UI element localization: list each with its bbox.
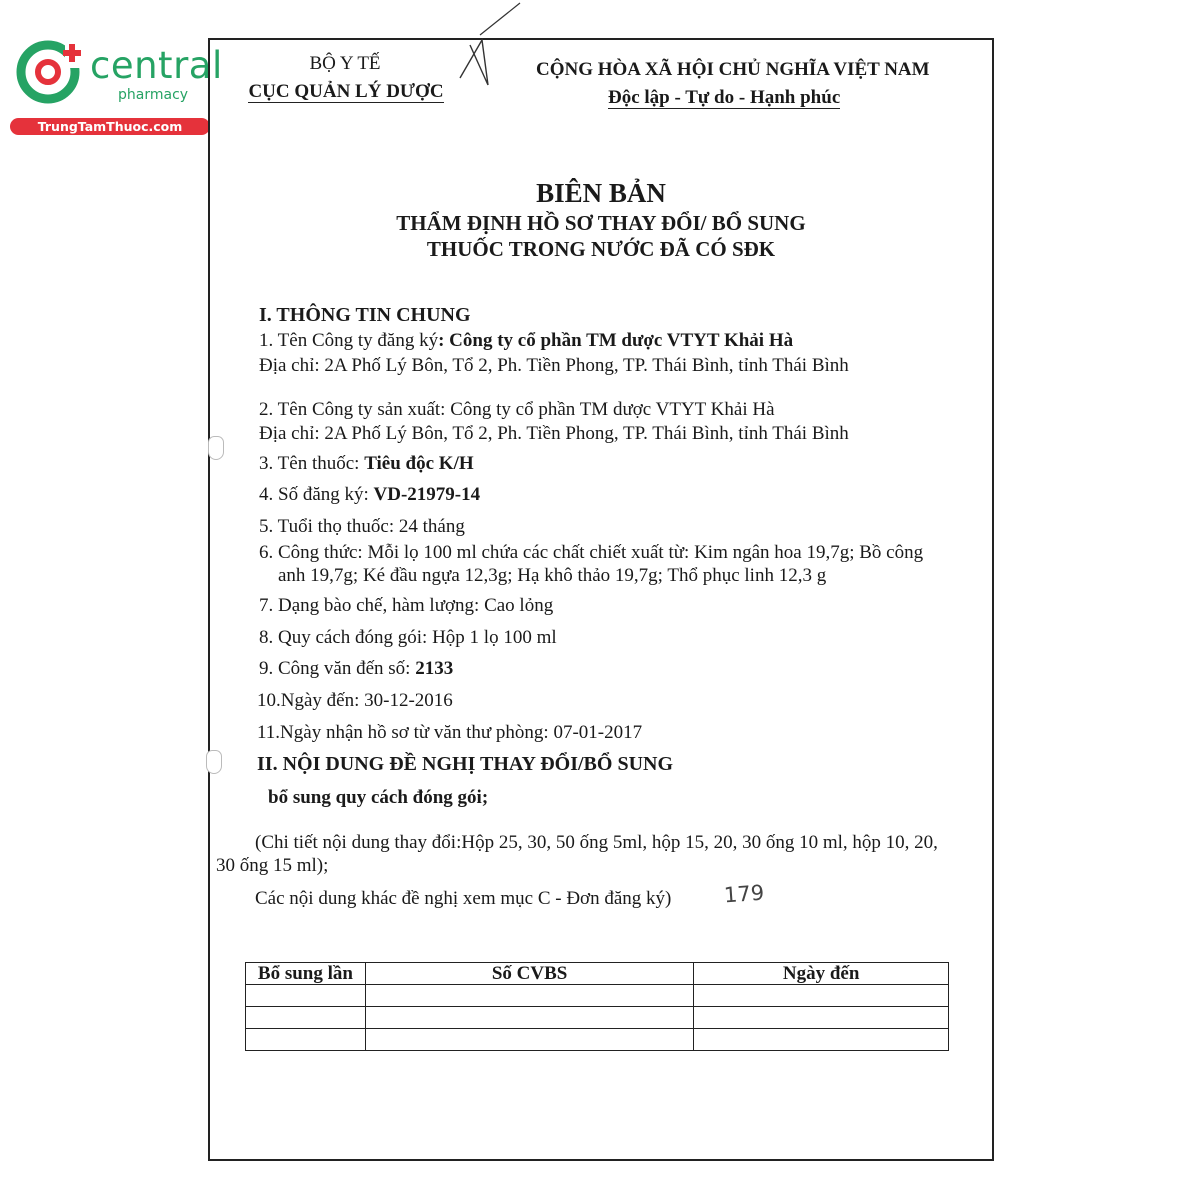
- department-name: [248, 80, 444, 104]
- table-cell: [694, 1029, 949, 1051]
- brand-sub: pharmacy: [118, 87, 189, 103]
- pen-scribble: [440, 0, 530, 95]
- table-cell: [365, 1007, 694, 1029]
- received-date-line: 11.Ngày nhận hồ sơ từ văn thư phòng: 07-01-2017: [257, 722, 643, 743]
- table-cell: [365, 1029, 694, 1051]
- national-motto-text: Độc lập - Tự do - Hạnh phúc: [608, 87, 841, 108]
- department-name-text: CỤC QUẢN LÝ DƯỢC: [248, 81, 444, 102]
- formula-line-2: anh 19,7g; Ké đầu ngựa 12,3g; Hạ khô thảo 19,7g; Thổ phục linh 12,3 g: [278, 565, 827, 586]
- formula-line-1: 6. Công thức: Mỗi lọ 100 ml chứa các chất chiết xuất từ: Kim ngân hoa 19,7g; Bồ công: [259, 542, 924, 563]
- registration-number-line: [259, 483, 480, 507]
- incoming-doc-line: [259, 657, 453, 681]
- other-content-line: Các nội dung khác đề nghị xem mục C - Đơn đăng ký): [255, 888, 672, 909]
- registration-number-value: VD-21979-14: [373, 484, 481, 505]
- brand-name: central: [90, 44, 223, 87]
- registrant-label: 1. Tên Công ty đăng ký: [259, 330, 439, 351]
- table-row: [246, 985, 949, 1007]
- incoming-doc-label: 9. Công văn đến số:: [259, 658, 416, 679]
- table-cell: [246, 985, 366, 1007]
- shelf-life-line: 5. Tuổi thọ thuốc: 24 tháng: [259, 516, 465, 537]
- registrant-line: [259, 329, 793, 353]
- national-motto: [608, 86, 840, 110]
- column-header: Bổ sung lần: [246, 963, 366, 985]
- change-detail-line-1: (Chi tiết nội dung thay đổi:Hộp 25, 30, 50 ống 5ml, hộp 15, 20, 30 ống 10 ml, hộp 10, 20,: [255, 832, 938, 853]
- drug-name-value: Tiêu độc K/H: [364, 453, 474, 474]
- table-row: [246, 1029, 949, 1051]
- registrant-value: : Công ty cổ phần TM dược VTYT Khải Hà: [438, 330, 794, 351]
- packaging-line: 8. Quy cách đóng gói: Hộp 1 lọ 100 ml: [259, 627, 557, 648]
- table-cell: [694, 1007, 949, 1029]
- republic-name: CỘNG HÒA XÃ HỘI CHỦ NGHĨA VIỆT NAM: [536, 59, 930, 80]
- registrant-address: Địa chỉ: 2A Phố Lý Bôn, Tổ 2, Ph. Tiền Phong, TP. Thái Bình, tỉnh Thái Bình: [259, 355, 849, 376]
- table-header-row: [246, 963, 949, 985]
- supplement-table: [245, 962, 949, 1051]
- manufacturer-line: 2. Tên Công ty sản xuất: Công ty cổ phần TM dược VTYT Khải Hà: [259, 399, 775, 420]
- dosage-form-line: 7. Dạng bào chế, hàm lượng: Cao lỏng: [259, 595, 554, 616]
- table-cell: [365, 985, 694, 1007]
- section2-heading: II. NỘI DUNG ĐỀ NGHỊ THAY ĐỔI/BỔ SUNG: [257, 753, 674, 775]
- table-cell: [246, 1029, 366, 1051]
- section1-heading: I. THÔNG TIN CHUNG: [259, 304, 471, 326]
- column-header: Số CVBS: [365, 963, 694, 985]
- registration-number-label: 4. Số đăng ký:: [259, 484, 374, 505]
- punch-mark: [208, 436, 224, 460]
- drug-name-line: [259, 452, 474, 476]
- change-detail-line-2: 30 ống 15 ml);: [216, 855, 329, 876]
- brand-url-badge[interactable]: TrungTamThuoc.com: [10, 118, 210, 135]
- manufacturer-address: Địa chỉ: 2A Phố Lý Bôn, Tổ 2, Ph. Tiền Phong, TP. Thái Bình, tỉnh Thái Bình: [259, 423, 849, 444]
- doc-subtitle-1: THẨM ĐỊNH HỒ SƠ THAY ĐỔI/ BỔ SUNG: [396, 211, 806, 235]
- arrival-date-line: 10.Ngày đến: 30-12-2016: [257, 690, 453, 711]
- table-cell: [694, 985, 949, 1007]
- section2-subheading: bổ sung quy cách đóng gói;: [268, 787, 489, 808]
- table-cell: [246, 1007, 366, 1029]
- ministry-name: BỘ Y TẾ: [309, 53, 381, 74]
- handwritten-note: 179: [723, 880, 765, 908]
- drug-name-label: 3. Tên thuốc:: [259, 453, 365, 474]
- incoming-doc-value: 2133: [415, 658, 454, 679]
- punch-mark: [206, 750, 222, 774]
- doc-subtitle-2: THUỐC TRONG NƯỚC ĐÃ CÓ SĐK: [426, 237, 776, 261]
- doc-title: BIÊN BẢN: [536, 178, 666, 208]
- table-row: [246, 1007, 949, 1029]
- column-header: Ngày đến: [694, 963, 949, 985]
